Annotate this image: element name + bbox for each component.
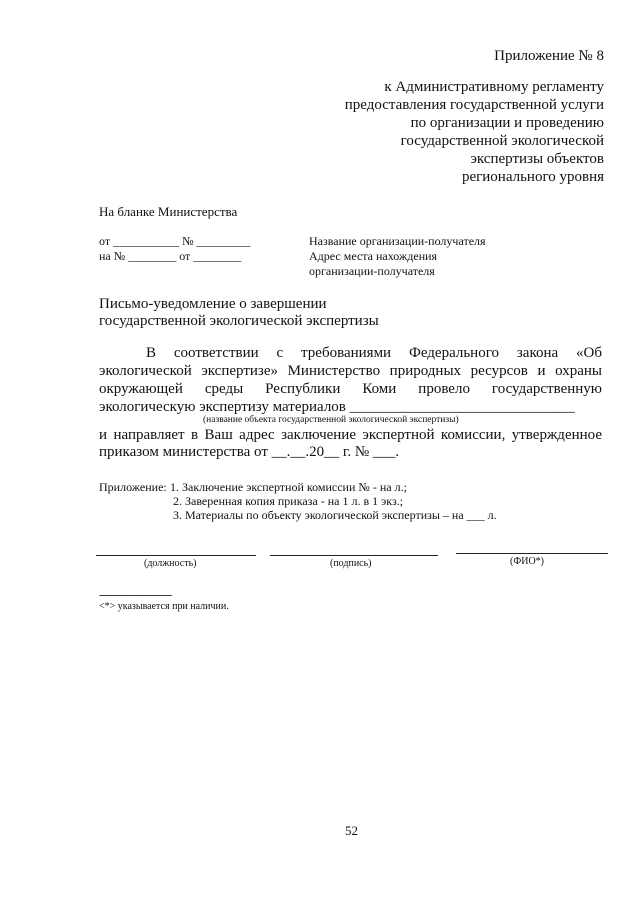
footnote-separator: -------------------------------	[99, 590, 172, 601]
appendix-line-2: предоставления государственной услуги	[344, 97, 604, 113]
signature-line	[270, 555, 438, 556]
object-name-note: (название объекта государственной экологической экспертизы)	[203, 415, 459, 425]
body-line-3: окружающей среды Республики Коми провело государственную	[99, 381, 602, 397]
body-line-1: В соответствии с требованиями Федерального закона «Об	[146, 345, 602, 361]
body-line-4: экологическую экспертизу материалов ______________________________	[99, 399, 575, 415]
appendix-line-3: по организации и проведению	[410, 115, 604, 131]
appendix-line-4: государственной экологической	[400, 133, 604, 149]
name-line	[456, 553, 608, 554]
attachment-item-1: 1. Заключение экспертной комиссии № - на л.;	[170, 480, 407, 494]
incoming-reference: на № ________ от ________	[99, 249, 242, 263]
subject-line-1: Письмо-уведомление о завершении	[99, 296, 327, 312]
body-line-2: экологической экспертизе» Министерство природных ресурсов и охраны	[99, 363, 602, 379]
appendix-line-1: к Административному регламенту	[384, 79, 604, 95]
position-caption: (должность)	[144, 558, 197, 569]
attachments-label: Приложение:	[99, 480, 167, 494]
letterhead-note: На бланке Министерства	[99, 204, 238, 219]
outgoing-reference: от ___________ № _________	[99, 234, 251, 248]
recipient-name: Название организации-получателя	[309, 234, 486, 248]
recipient-address-1: Адрес места нахождения	[309, 249, 438, 263]
signature-caption: (подпись)	[330, 558, 372, 569]
subject-line-2: государственной экологической экспертизы	[99, 313, 379, 329]
page-number: 52	[345, 823, 358, 838]
appendix-line-6: регионального уровня	[461, 169, 604, 185]
appendix-line-5: экспертизы объектов	[470, 151, 604, 167]
recipient-address-2: организации-получателя	[309, 264, 435, 278]
attachment-item-2: 2. Заверенная копия приказа - на 1 л. в 1 экз.;	[173, 494, 404, 508]
attachment-item-3: 3. Материалы по объекту экологической экспертизы – на ___ л.	[173, 508, 497, 522]
position-line	[96, 555, 256, 556]
appendix-title: Приложение № 8	[494, 48, 604, 64]
footnote-text: <*> указывается при наличии.	[99, 601, 229, 612]
body-line-5: и направляет в Ваш адрес заключение экспертной комиссии, утвержденное	[99, 427, 602, 443]
name-caption: (ФИО*)	[510, 556, 545, 567]
body-line-6: приказом министерства от __.__.20__ г. № ___.	[99, 444, 400, 460]
